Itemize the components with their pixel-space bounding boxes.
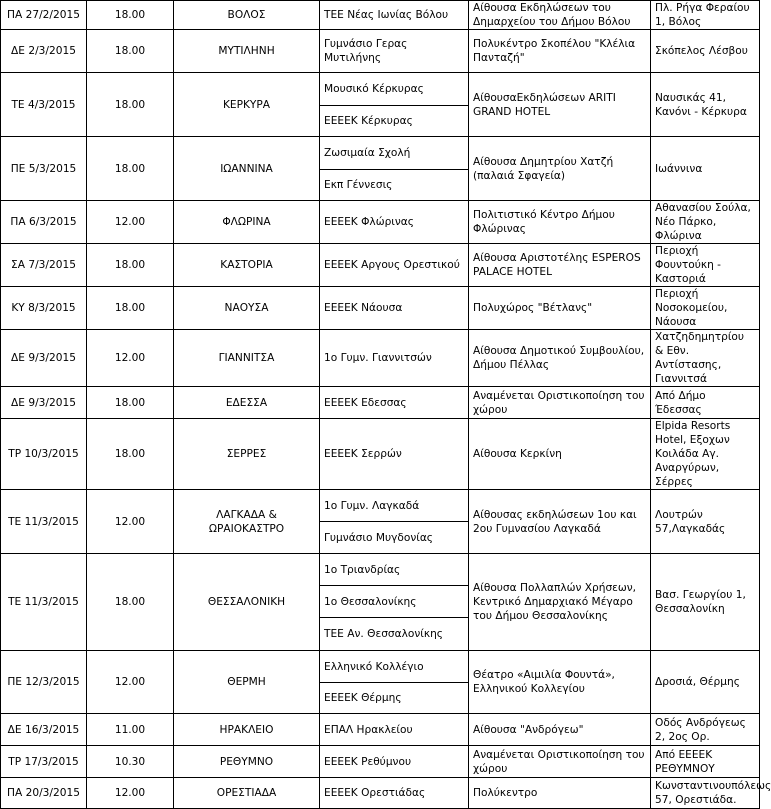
table-row xyxy=(1,554,760,586)
time-cell: 18.00 xyxy=(87,554,174,651)
table-row xyxy=(1,419,760,490)
time-cell: 18.00 xyxy=(87,137,174,201)
hall-cell: Αίθουσα Δημοτικού Συμβουλίου, Δήμου Πέλλας xyxy=(469,330,651,387)
date-cell: ΠΑ 6/3/2015 xyxy=(1,201,87,244)
date-cell: ΤΕ 4/3/2015 xyxy=(1,73,87,137)
school-cell: ΕΕΕΕΚ Θέρμης xyxy=(320,683,469,714)
school-cell: ΕΠΑΛ Ηρακλείου xyxy=(320,714,469,746)
hall-cell: Αίθουσας εκδηλώσεων 1ου και 2ου Γυμνασίου Λαγκαδά xyxy=(469,490,651,554)
city-cell: ΝΑΟΥΣΑ xyxy=(174,287,320,330)
table-row xyxy=(1,73,760,106)
city-cell: ΣΕΡΡΕΣ xyxy=(174,419,320,490)
date-cell: ΠΑ 20/3/2015 xyxy=(1,778,87,809)
hall-cell: Θέατρο «Αιμιλία Φουντά», Ελληνικού Κολλεγίου xyxy=(469,651,651,714)
hall-cell: Αίθουσα Δημητρίου Χατζή (παλαιά Σφαγεία) xyxy=(469,137,651,201)
time-cell: 18.00 xyxy=(87,1,174,30)
date-cell: ΤΕ 11/3/2015 xyxy=(1,554,87,651)
school-cell: ΕΕΕΕΚ Σερρών xyxy=(320,419,469,490)
date-cell: ΤΡ 17/3/2015 xyxy=(1,746,87,778)
city-cell: ΜΥΤΙΛΗΝΗ xyxy=(174,30,320,73)
address-cell: Βασ. Γεωργίου 1, Θεσσαλονίκη xyxy=(651,554,760,651)
hall-cell: Αίθουσα Πολλαπλών Χρήσεων, Κεντρικό Δημαρχιακό Μέγαρο του Δήμου Θεσσαλονίκης xyxy=(469,554,651,651)
school-cell: ΕΕΕΕΚ Ορεστιάδας xyxy=(320,778,469,809)
school-cell: ΕΕΕΕΚ Κέρκυρας xyxy=(320,106,469,137)
table-row xyxy=(1,30,760,73)
city-cell: ΕΔΕΣΣΑ xyxy=(174,387,320,419)
table-row xyxy=(1,287,760,330)
time-cell: 18.00 xyxy=(87,287,174,330)
date-cell: ΔΕ 16/3/2015 xyxy=(1,714,87,746)
address-cell: Οδός Ανδρόγεως 2, 2ος Ορ. xyxy=(651,714,760,746)
address-cell: Από Δήμο Έδεσσας xyxy=(651,387,760,419)
city-cell: ΗΡΑΚΛΕΙΟ xyxy=(174,714,320,746)
address-cell: Elpida Resorts Hotel, Εξοχων Κοιλάδα Αγ. Αναργύρων, Σέρρες xyxy=(651,419,760,490)
city-cell: ΡΕΘΥΜΝΟ xyxy=(174,746,320,778)
city-cell: ΓΙΑΝΝΙΤΣΑ xyxy=(174,330,320,387)
hall-cell: ΑίθουσαΕκδηλώσεων ARITI GRAND HOTEL xyxy=(469,73,651,137)
time-cell: 18.00 xyxy=(87,244,174,287)
table-row xyxy=(1,137,760,170)
date-cell: ΠΑ 27/2/2015 xyxy=(1,1,87,30)
city-cell: ΚΕΡΚΥΡΑ xyxy=(174,73,320,137)
date-cell: ΠΕ 5/3/2015 xyxy=(1,137,87,201)
hall-cell: Πολυκέντρο Σκοπέλου "Κλέλια Πανταζή" xyxy=(469,30,651,73)
date-cell: ΣΑ 7/3/2015 xyxy=(1,244,87,287)
table-row xyxy=(1,746,760,778)
address-cell: Περιοχή Νοσοκομείου, Νάουσα xyxy=(651,287,760,330)
date-cell: ΤΡ 10/3/2015 xyxy=(1,419,87,490)
address-cell: Ναυσικάς 41, Κανόνι - Κέρκυρα xyxy=(651,73,760,137)
time-cell: 18.00 xyxy=(87,387,174,419)
hall-cell: Πολυχώρος "Βέτλανς" xyxy=(469,287,651,330)
hall-cell: Πολιτιστικό Κέντρο Δήμου Φλώρινας xyxy=(469,201,651,244)
school-cell: Μουσικό Κέρκυρας xyxy=(320,73,469,106)
table-row xyxy=(1,714,760,746)
school-cell: ΕΕΕΕΚ Φλώρινας xyxy=(320,201,469,244)
school-cell: ΕΕΕΕΚ Εδεσσας xyxy=(320,387,469,419)
school-cell: ΤΕΕ Νέας Ιωνίας Βόλου xyxy=(320,1,469,30)
date-cell: ΔΕ 9/3/2015 xyxy=(1,330,87,387)
city-cell: ΟΡΕΣΤΙΑΔΑ xyxy=(174,778,320,809)
date-cell: ΤΕ 11/3/2015 xyxy=(1,490,87,554)
date-cell: ΔΕ 9/3/2015 xyxy=(1,387,87,419)
city-cell: ΦΛΩΡΙΝΑ xyxy=(174,201,320,244)
table-row xyxy=(1,490,760,522)
hall-cell: Αίθουσα Εκδηλώσεων του Δημαρχείου του Δήμου Βόλου xyxy=(469,1,651,30)
address-cell: Σκόπελος Λέσβου xyxy=(651,30,760,73)
city-cell: ΙΩΑΝΝΙΝΑ xyxy=(174,137,320,201)
school-cell: Εκπ Γέννεσις xyxy=(320,170,469,201)
city-cell: ΘΕΣΣΑΛΟΝΙΚΗ xyxy=(174,554,320,651)
school-cell: 1ο Γυμν. Γιαννιτσών xyxy=(320,330,469,387)
date-cell: ΠΕ 12/3/2015 xyxy=(1,651,87,714)
address-cell: Από ΕΕΕΕΚ ΡΕΘΥΜΝΟΥ xyxy=(651,746,760,778)
address-cell: Περιοχή Φουντούκη - Καστοριά xyxy=(651,244,760,287)
hall-cell: Αίθουσα "Ανδρόγεω" xyxy=(469,714,651,746)
address-cell: Αθανασίου Σούλα, Νέο Πάρκο, Φλώρινα xyxy=(651,201,760,244)
hall-cell: Αίθουσα Κερκίνη xyxy=(469,419,651,490)
city-cell: ΚΑΣΤΟΡΙΑ xyxy=(174,244,320,287)
table-row xyxy=(1,387,760,419)
table-row xyxy=(1,651,760,683)
table-row xyxy=(1,244,760,287)
address-cell: Λουτρών 57,Λαγκαδάς xyxy=(651,490,760,554)
time-cell: 12.00 xyxy=(87,778,174,809)
hall-cell: Αίθουσα Αριστοτέλης ESPEROS PALACE HOTEL xyxy=(469,244,651,287)
address-cell: Κωνσταντινουπόλεως 57, Ορεστιάδα. xyxy=(651,778,760,809)
table-row xyxy=(1,330,760,387)
table-row xyxy=(1,201,760,244)
school-cell: ΕΕΕΕΚ Ρεθύμνου xyxy=(320,746,469,778)
date-cell: ΚΥ 8/3/2015 xyxy=(1,287,87,330)
school-cell: ΤΕΕ Αν. Θεσσαλονίκης xyxy=(320,618,469,651)
city-cell: ΒΟΛΟΣ xyxy=(174,1,320,30)
time-cell: 18.00 xyxy=(87,30,174,73)
school-cell: ΕΕΕΕΚ Νάουσα xyxy=(320,287,469,330)
hall-cell: Αναμένεται Οριστικοποίηση του χώρου xyxy=(469,387,651,419)
time-cell: 18.00 xyxy=(87,419,174,490)
school-cell: Γυμνάσιο Μυγδονίας xyxy=(320,522,469,554)
school-cell: Ζωσιμαία Σχολή xyxy=(320,137,469,170)
school-cell: Γυμνάσιο Γερας Μυτιλήνης xyxy=(320,30,469,73)
city-cell: ΛΑΓΚΑΔΑ & ΩΡΑΙΟΚΑΣΤΡΟ xyxy=(174,490,320,554)
school-cell: ΕΕΕΕΚ Αργους Ορεστικού xyxy=(320,244,469,287)
time-cell: 18.00 xyxy=(87,73,174,137)
hall-cell: Πολύκεντρο xyxy=(469,778,651,809)
time-cell: 12.00 xyxy=(87,651,174,714)
address-cell: Πλ. Ρήγα Φεραίου 1, Βόλος xyxy=(651,1,760,30)
table-row xyxy=(1,1,760,30)
school-cell: 1ο Γυμν. Λαγκαδά xyxy=(320,490,469,522)
time-cell: 12.00 xyxy=(87,201,174,244)
date-cell: ΔΕ 2/3/2015 xyxy=(1,30,87,73)
time-cell: 12.00 xyxy=(87,490,174,554)
address-cell: Ιωάννινα xyxy=(651,137,760,201)
time-cell: 12.00 xyxy=(87,330,174,387)
hall-cell: Αναμένεται Οριστικοποίηση του χώρου xyxy=(469,746,651,778)
address-cell: Χατζηδημητρίου & Εθν. Αντίστασης, Γιαννιτσά xyxy=(651,330,760,387)
school-cell: 1ο Τριανδρίας xyxy=(320,554,469,586)
table-row xyxy=(1,778,760,809)
school-cell: 1ο Θεσσαλονίκης xyxy=(320,586,469,618)
address-cell: Δροσιά, Θέρμης xyxy=(651,651,760,714)
time-cell: 11.00 xyxy=(87,714,174,746)
time-cell: 10.30 xyxy=(87,746,174,778)
school-cell: Ελληνικό Κολλέγιο xyxy=(320,651,469,683)
city-cell: ΘΕΡΜΗ xyxy=(174,651,320,714)
